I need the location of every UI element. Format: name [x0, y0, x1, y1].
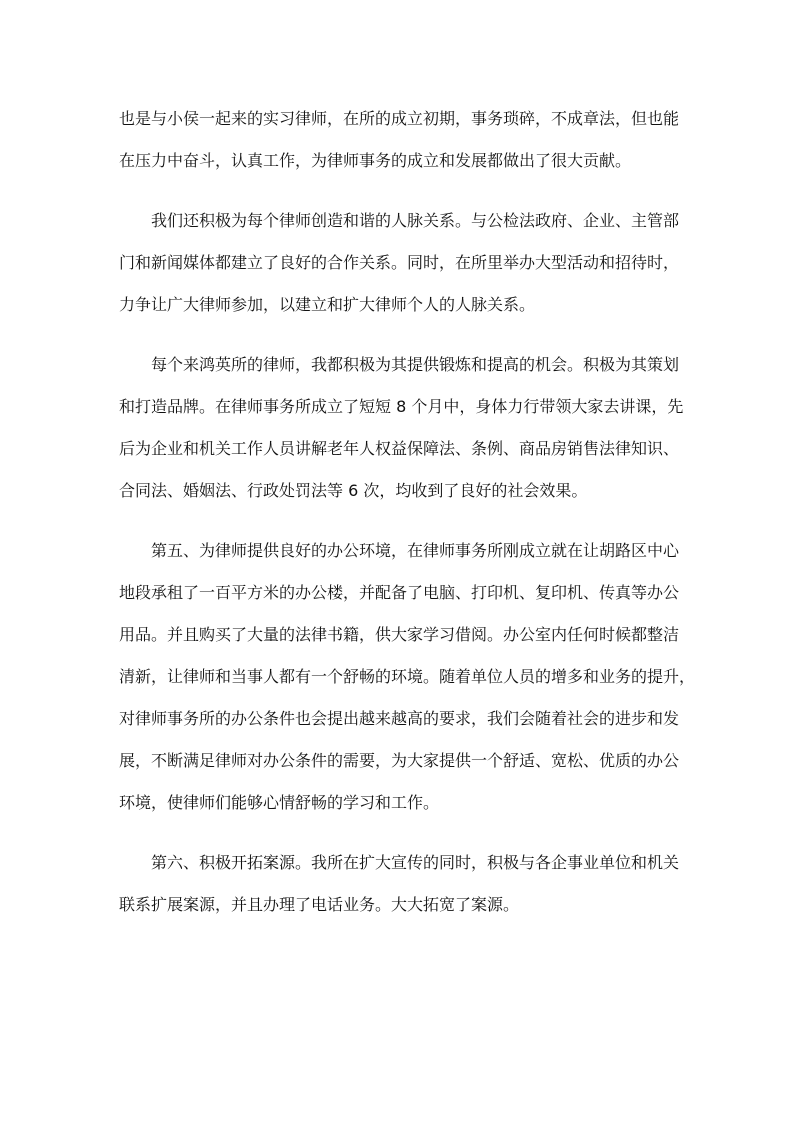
paragraph-4-line-3: 用品。并且购买了大量的法律书籍，供大家学习借阅。办公室内任何时候都整洁 [119, 625, 680, 644]
paragraph-5-line-2: 联系扩展案源，并且办理了电话业务。大大拓宽了案源。 [119, 895, 520, 914]
paragraph-1-line-1: 也是与小侯一起来的实习律师，在所的成立初期，事务琐碎，不成章法，但也能 [119, 109, 680, 128]
paragraph-3-line-4: 合同法、婚姻法、行政处罚法等 6 次，均收到了良好的社会效果。 [119, 481, 588, 500]
paragraph-5-line-1: 第六、积极开拓案源。我所在扩大宣传的同时，积极与各企事业单位和机关 [151, 853, 680, 872]
paragraph-3-line-3: 后为企业和机关工作人员讲解老年人权益保障法、条例、商品房销售法律知识、 [119, 439, 680, 458]
paragraph-2-line-1: 我们还积极为每个律师创造和谐的人脉关系。与公检法政府、企业、主管部 [151, 211, 680, 230]
paragraph-4-line-1: 第五、为律师提供良好的办公环境，在律师事务所刚成立就在让胡路区中心 [151, 541, 680, 560]
paragraph-4-line-5: 对律师事务所的办公条件也会提出越来越高的要求，我们会随着社会的进步和发 [119, 709, 680, 728]
paragraph-3-line-2: 和打造品牌。在律师事务所成立了短短 8 个月中，身体力行带领大家去讲课，先 [119, 397, 684, 416]
paragraph-2-line-2: 门和新闻媒体都建立了良好的合作关系。同时，在所里举办大型活动和招待时， [119, 253, 680, 272]
paragraph-3-line-1: 每个来鸿英所的律师，我都积极为其提供锻炼和提高的机会。积极为其策划 [151, 355, 680, 374]
paragraph-4-line-7: 环境，使律师们能够心情舒畅的学习和工作。 [119, 793, 440, 812]
paragraph-4-line-2: 地段承租了一百平方米的办公楼，并配备了电脑、打印机、复印机、传真等办公 [119, 583, 680, 602]
paragraph-4-line-6: 展，不断满足律师对办公条件的需要，为大家提供一个舒适、宽松、优质的办公 [119, 751, 680, 770]
paragraph-4-line-4: 清新，让律师和当事人都有一个舒畅的环境。随着单位人员的增多和业务的提升， [119, 667, 696, 686]
paragraph-1-line-2: 在压力中奋斗，认真工作，为律师事务的成立和发展都做出了很大贡献。 [119, 151, 632, 170]
paragraph-2-line-3: 力争让广大律师参加，以建立和扩大律师个人的人脉关系。 [119, 295, 536, 314]
